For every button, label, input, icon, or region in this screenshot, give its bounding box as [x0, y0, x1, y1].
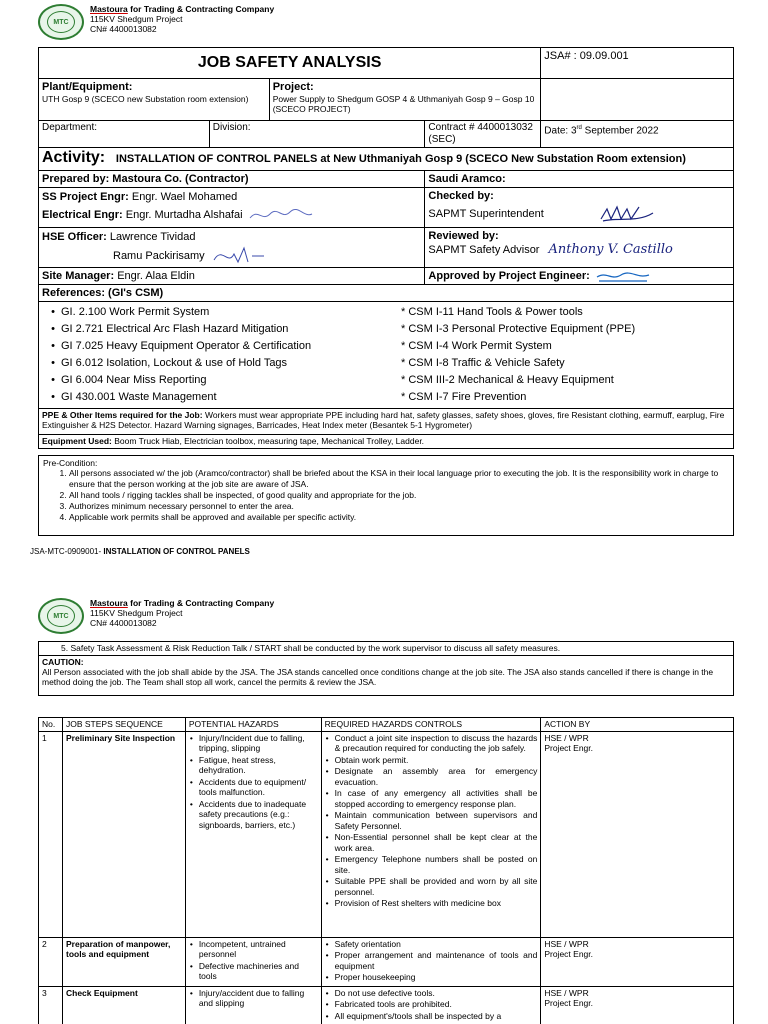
control-item: • Designate an assembly area for emergency evacuation. — [325, 766, 538, 787]
cn-line: CN# 4400013082 — [90, 24, 157, 34]
control-item: • All equipment's/tools shall be inspected by a — [325, 1011, 538, 1022]
signature-mark — [246, 206, 316, 224]
hse-officer-2: Ramu Packirisamy — [42, 246, 421, 266]
control-item: • Fabricated tools are prohibited. — [325, 999, 538, 1010]
references-list — [39, 302, 734, 409]
plant-value: UTH Gosp 9 (SCECO new Substation room extension) — [42, 94, 249, 104]
precondition-item-5: 5. Safety Task Assessment & Risk Reduction Talk / START shall be conducted by the work supervisor to discuss all safety measures. — [39, 642, 734, 656]
precondition-item: 1. All persons associated w/ the job (Aramco/contractor) shall be briefed about the KSA in their local language prior to executing the job. It is the responsibility work in charge to ensure that the person working at the job site are aware of JSA. — [69, 468, 729, 490]
table-header-row — [39, 718, 734, 732]
company-name: Mastoura for Trading & Contracting Company — [90, 4, 275, 14]
company-header-page2 — [38, 598, 274, 634]
signature-mark — [593, 269, 653, 283]
reference-item: • GI 2.721 Electrical Arc Flash Hazard Mitigation — [39, 321, 401, 338]
company-name: Mastoura for Trading & Contracting Company — [90, 598, 275, 608]
saudi-aramco-label: Saudi Aramco: — [425, 171, 734, 188]
control-item: • Proper arrangement and maintenance of tools and equipment — [325, 950, 538, 971]
hazard-item: • Defective machineries and tools — [189, 961, 318, 982]
approved-by: Approved by Project Engineer: — [425, 268, 734, 285]
column-header: REQUIRED HAZARDS CONTROLS — [321, 718, 541, 732]
hse-officer: HSE Officer: Lawrence Tividad — [42, 231, 196, 243]
precondition-table — [38, 455, 734, 536]
hazard-item: • Incompetent, untrained personnel — [189, 939, 318, 960]
control-item: • Proper housekeeping — [325, 972, 538, 983]
reference-item: • GI 6.012 Isolation, Lockout & use of Hold Tags — [39, 355, 401, 372]
reference-item: * CSM I-3 Personal Protective Equipment (PPE) — [401, 323, 636, 336]
company-logo: MTC — [38, 598, 84, 634]
prepared-by: Prepared by: Mastoura Co. (Contractor) — [39, 171, 425, 188]
hazard-item: • Injury/accident due to falling and slipping — [189, 988, 318, 1009]
precondition-item: 2. All hand tools / rigging tackles shall be inspected, of good quality and appropriate for the job. — [69, 490, 729, 501]
jsa-number: JSA# : 09.09.001 — [541, 48, 734, 79]
reference-item: * CSM I-4 Work Permit System — [401, 340, 552, 353]
signature-mark — [597, 203, 657, 225]
precondition-label: Pre-Condition: — [43, 458, 98, 468]
control-item: • In case of any emergency all activities shall be stopped according to emergency response plan. — [325, 788, 538, 809]
control-item: • Obtain work permit. — [325, 755, 538, 766]
sapmt-superintendent: SAPMT Superintendent — [428, 203, 730, 225]
jsa-header-table — [38, 47, 734, 449]
control-item: • Emergency Telephone numbers shall be posted on site. — [325, 854, 538, 875]
project-value: Power Supply to Shedgum GOSP 4 & Uthmaniyah Gosp 9 – Gosp 10 (SCECO PROJECT) — [272, 94, 535, 114]
column-header: JOB STEPS SEQUENCE — [62, 718, 185, 732]
reference-item: • GI. 2.100 Work Permit System — [39, 304, 401, 321]
column-header: POTENTIAL HAZARDS — [185, 718, 321, 732]
column-header: ACTION BY — [541, 718, 734, 732]
hazard-item: • Accidents due to equipment/ tools malfunction. — [189, 777, 318, 798]
control-item: • Safety orientation — [325, 939, 538, 950]
caution-table — [38, 641, 734, 696]
activity-value: INSTALLATION OF CONTROL PANELS at New Uthmaniyah Gosp 9 (SCECO New Substation Room extension) — [115, 153, 686, 165]
reference-item: • GI 7.025 Heavy Equipment Operator & Certification — [39, 338, 401, 355]
reference-item: * CSM I-7 Fire Prevention — [401, 391, 527, 404]
checked-by-label: Checked by: — [428, 190, 494, 202]
company-header — [38, 4, 274, 40]
ss-project-engineer: SS Project Engr: Engr. Wael Mohamed — [42, 191, 238, 203]
job-steps-table — [38, 717, 734, 1024]
reviewer-signature: Anthony V. Castillo — [548, 242, 673, 257]
project-line: 115KV Shedgum Project — [90, 608, 183, 618]
reference-item: * CSM I-8 Traffic & Vehicle Safety — [401, 357, 565, 370]
control-item: • Non-Essential personnel shall be kept clear at the work area. — [325, 832, 538, 853]
activity-row: Activity: INSTALLATION OF CONTROL PANELS at New Uthmaniyah Gosp 9 (SCECO New Substation Room extension) — [39, 148, 734, 171]
table-row: 3 Check Equipment • Injury/accident due to falling and slipping • Do not use defective tools. • Fabricated tools are prohibited. • All equipment's/tools shall be inspected by a HSE / WPR Project Engr. — [39, 986, 734, 1024]
reviewed-by-label: Reviewed by: — [428, 230, 499, 242]
electrical-engineer: Electrical Engr: Engr. Murtadha Alshafai — [42, 206, 421, 224]
contract-number: Contract # 4400013032 (SEC) — [425, 121, 541, 148]
document-footer-ref: JSA-MTC-0909001- INSTALLATION OF CONTROL PANELS — [30, 547, 250, 556]
control-item: • Suitable PPE shall be provided and worn by all site personnel. — [325, 876, 538, 897]
cn-line: CN# 4400013082 — [90, 618, 157, 628]
company-logo: MTC — [38, 4, 84, 40]
plant-label: Plant/Equipment: — [42, 81, 133, 93]
table-row: 1 Preliminary Site Inspection • Injury/Incident due to falling, tripping, slipping • Fatigue, heat stress, dehydration. • Accidents due to equipment/ tools malfunction. • Accidents due to inadequate safety precautions (e.g.: signboards, barriers, etc.) • Conduct a joint site inspection to discuss the hazards & precaution required for conducting the job safely. • Obtain work permit. • Designate an assembly area for emergency evacuation. • In case of any emergency all activities shall be stopped according to emergency response plan. • Maintain communication between supervisors and Safety Personnel. • Non-Essential personnel shall be kept clear at the work area. • Emergency Telephone numbers shall be posted on site. • Suitable PPE shall be provided and worn by all site personnel. • Provision of Rest shelters with medicine box HSE / WPR Project Engr. — [39, 731, 734, 937]
control-item: • Conduct a joint site inspection to discuss the hazards & precaution required for conducting the job safely. — [325, 733, 538, 754]
project-line: 115KV Shedgum Project — [90, 14, 183, 24]
ppe-row: PPE & Other Items required for the Job: Workers must wear appropriate PPE including hard hat, safety glasses, safety shoes, gloves, fire Resistant clothing, earmuff, earplug, Fire Extinguisher & H2S Detector. Hazard Warning signages, Barricades, Heat Index meter (Besantek 5-1 Hygrometer) — [39, 409, 734, 435]
jsa-title: JOB SAFETY ANALYSIS — [197, 54, 382, 71]
precondition-item: 4. Applicable work permits shall be approved and available per specific activity. — [69, 512, 729, 523]
caution-label: CAUTION: — [42, 657, 84, 667]
references-label: References: (GI's CSM) — [39, 285, 734, 302]
site-manager: Site Manager: Engr. Alaa Eldin — [39, 268, 425, 285]
control-item: • Maintain communication between supervisors and Safety Personnel. — [325, 810, 538, 831]
reference-item: * CSM I-11 Hand Tools & Power tools — [401, 306, 583, 319]
department-label: Department: — [39, 121, 210, 148]
signature-mark — [208, 246, 268, 266]
sapmt-safety-advisor: SAPMT Safety Advisor Anthony V. Castillo — [428, 242, 673, 257]
control-item: • Provision of Rest shelters with medicine box — [325, 898, 538, 909]
column-header: No. — [39, 718, 63, 732]
division-label: Division: — [209, 121, 425, 148]
hazard-item: • Injury/Incident due to falling, tripping, slipping — [189, 733, 318, 754]
reference-item: • GI 430.001 Waste Management — [39, 389, 401, 406]
precondition-item: 3. Authorizes minimum necessary personnel to enter the area. — [69, 501, 729, 512]
hazard-item: • Accidents due to inadequate safety precautions (e.g.: signboards, barriers, etc.) — [189, 799, 318, 831]
project-label: Project: — [272, 81, 314, 93]
equipment-row: Equipment Used: Boom Truck Hiab, Electrician toolbox, measuring tape, Mechanical Trolley, Ladder. — [39, 435, 734, 449]
reference-item: * CSM III-2 Mechanical & Heavy Equipment — [401, 374, 614, 387]
reference-item: • GI 6.004 Near Miss Reporting — [39, 372, 401, 389]
jsa-date: Date: 3rd September 2022 — [541, 121, 734, 148]
hazard-item: • Fatigue, heat stress, dehydration. — [189, 755, 318, 776]
control-item: • Do not use defective tools. — [325, 988, 538, 999]
table-row: 2 Preparation of manpower, tools and equipment • Incompetent, untrained personnel • Defective machineries and tools • Safety orientation • Proper arrangement and maintenance of tools and equipment • Proper housekeeping HSE / WPR Project Engr. — [39, 937, 734, 986]
caution-text: All Person associated with the job shall abide by the JSA. The JSA stands cancelled once conditions change at the job site. The JSA also stands cancelled if there is change in the method doing the job. The Team shall stop all work, cancel the permits & review the JSA. — [42, 667, 714, 687]
